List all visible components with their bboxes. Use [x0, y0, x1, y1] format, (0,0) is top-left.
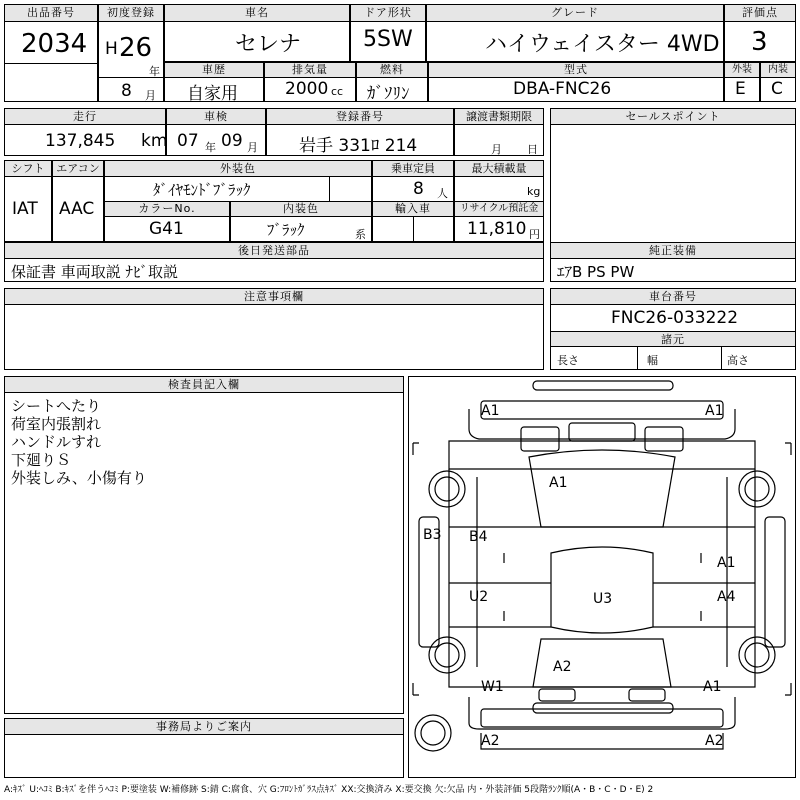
damage-mark: U2: [469, 589, 489, 605]
int-label: 内装: [761, 63, 795, 78]
inspect-year-unit: 年: [205, 141, 216, 154]
ac: AAC: [59, 199, 95, 219]
shift-cell: [4, 160, 52, 242]
import-cell: [372, 201, 454, 242]
fuel: ｶﾞｿﾘﾝ: [367, 84, 410, 104]
plate-cell: [266, 108, 454, 156]
intcolor-unit: 系: [355, 228, 366, 241]
colorno: G41: [149, 219, 184, 239]
era: H: [105, 39, 118, 59]
color: ﾀﾞｲﾔﾓﾝﾄﾞﾌﾞﾗｯｸ: [153, 181, 251, 199]
inspector-line: 荷室内張割れ: [11, 415, 102, 433]
history: 自家用: [187, 84, 238, 104]
disp-cell: [264, 62, 356, 102]
inspection-cell: [166, 108, 266, 156]
name-label: 車名: [165, 5, 349, 22]
recycle-cell: [454, 201, 544, 242]
car-name: セレナ: [235, 32, 302, 57]
transfer-cell: [454, 108, 544, 156]
door-label: ドア形状: [351, 5, 425, 22]
damage-mark: W1: [481, 679, 504, 695]
equipment-label: 純正装備: [551, 243, 795, 259]
plate-label: 登録番号: [267, 109, 453, 125]
door-type: 5SW: [363, 27, 413, 52]
model-label: 型式: [429, 63, 723, 78]
color-label: 外装色: [105, 161, 371, 177]
notes-cell: [4, 288, 544, 370]
ac-label: エアコン: [53, 161, 103, 177]
inspector-line: シートへたり: [11, 397, 102, 415]
int-cell: [760, 62, 796, 102]
sales-point-label: セールスポイント: [551, 109, 795, 125]
length-label: 長さ: [557, 354, 579, 367]
int-grade: C: [771, 79, 783, 99]
damage-mark: A4: [717, 589, 736, 605]
inspector-cell: [4, 376, 404, 714]
colorno-label: カラーNo.: [105, 202, 229, 217]
damage-diagram: [408, 376, 796, 778]
transfer-month: 月: [491, 143, 502, 156]
recycle: 11,810: [467, 219, 527, 239]
reg-year: 26: [119, 33, 153, 63]
intcolor-label: 内装色: [231, 202, 371, 217]
notes-label: 注意事項欄: [5, 289, 543, 305]
shift: IAT: [12, 199, 38, 219]
recycle-label: リサイクル預託金: [455, 202, 543, 217]
dims-label: 諸元: [551, 331, 795, 347]
mileage-unit: km: [141, 131, 168, 151]
damage-mark: A1: [717, 555, 736, 571]
damage-mark: A2: [481, 733, 500, 749]
reg-month-unit: 月: [145, 89, 156, 102]
load-unit: kg: [527, 185, 541, 198]
intcolor-cell: [230, 201, 372, 242]
load-cell: [454, 160, 544, 202]
ext-grade: E: [735, 79, 746, 99]
lot-label: 出品番号: [5, 5, 97, 22]
chassis-number: FNC26-033222: [611, 308, 739, 328]
inspection-label: 車検: [167, 109, 265, 125]
inspect-month: 09: [221, 131, 243, 151]
later-parts-cell: [4, 242, 544, 282]
height-label: 高さ: [727, 354, 749, 367]
damage-mark: A1: [549, 475, 568, 491]
colorno-cell: [104, 201, 230, 242]
history-cell: [164, 62, 264, 102]
grade-label: グレード: [427, 5, 723, 22]
equipment: ｴｱB PS PW: [557, 263, 635, 281]
grade: ハイウェイスター 4WD: [485, 32, 720, 57]
chassis-label: 車台番号: [551, 289, 795, 305]
intcolor: ﾌﾞﾗｯｸ: [267, 221, 305, 239]
office-cell: [4, 718, 404, 778]
first-reg-cell: [98, 4, 164, 102]
inspector-label: 検査員記入欄: [5, 377, 403, 393]
shift-label: シフト: [5, 161, 51, 177]
reg-month: 8: [121, 81, 132, 101]
car-outline: [409, 377, 795, 777]
transfer-label: 譲渡書類期限: [455, 109, 543, 125]
grade-cell: [426, 4, 724, 62]
recycle-unit: 円: [529, 228, 540, 241]
transfer-day: 日: [527, 143, 538, 156]
name-cell: [164, 4, 350, 62]
capacity-unit: 人: [437, 187, 448, 200]
score: 3: [751, 27, 768, 57]
capacity: 8: [413, 179, 424, 199]
inspector-line: 下廻りＳ: [11, 451, 72, 469]
later-parts: 保証書 車両取説 ﾅﾋﾞ取説: [11, 263, 179, 281]
displacement: 2000: [285, 79, 329, 99]
ext-label: 外装: [725, 63, 759, 78]
fuel-cell: [356, 62, 428, 102]
mileage-label: 走行: [5, 109, 165, 125]
import-label: 輸入車: [373, 202, 453, 217]
capacity-label: 乗車定員: [373, 161, 453, 177]
lot-cell: [4, 4, 98, 102]
width-label: 幅: [647, 354, 658, 367]
mileage-cell: [4, 108, 166, 156]
later-parts-label: 後日発送部品: [5, 243, 543, 259]
damage-mark: A1: [705, 403, 724, 419]
ext-cell: [724, 62, 760, 102]
model-cell: [428, 62, 724, 102]
ac-cell: [52, 160, 104, 242]
disp-unit: cc: [331, 85, 344, 98]
score-cell: [724, 4, 796, 62]
damage-mark: A2: [553, 659, 572, 675]
damage-mark: A1: [703, 679, 722, 695]
model: DBA-FNC26: [513, 79, 612, 99]
damage-mark: U3: [593, 591, 613, 607]
office-label: 事務局よりご案内: [5, 719, 403, 735]
inspect-month-unit: 月: [247, 141, 258, 154]
damage-mark: B4: [469, 529, 488, 545]
mileage: 137,845: [45, 131, 116, 151]
score-label: 評価点: [725, 5, 795, 22]
equipment-cell: [550, 242, 796, 282]
fuel-label: 燃料: [357, 63, 427, 78]
disp-label: 排気量: [265, 63, 355, 78]
plate: 岩手 331ﾛ 214: [299, 136, 418, 156]
reg-year-unit: 年: [149, 65, 160, 78]
lot-number: 2034: [21, 29, 88, 59]
inspect-year: 07: [177, 131, 199, 151]
first-reg-label: 初度登録: [99, 5, 163, 22]
capacity-cell: [372, 160, 454, 202]
chassis-cell: [550, 288, 796, 370]
inspector-line: ハンドルすれ: [11, 433, 102, 451]
inspector-line: 外装しみ、小傷有り: [11, 469, 147, 487]
damage-mark: A1: [481, 403, 500, 419]
load-label: 最大積載量: [455, 161, 543, 177]
history-label: 車歴: [165, 63, 263, 78]
color-cell: [104, 160, 372, 202]
door-cell: [350, 4, 426, 62]
damage-mark: B3: [423, 527, 442, 543]
legend: A:ｷｽﾞ U:ﾍｺﾐ B:ｷｽﾞを伴うﾍｺﾐ P:要塗装 W:補修跡 S:錆 C:腐食、穴 G:ﾌﾛﾝﾄｶﾞﾗｽ点ｷｽﾞ XX:交換済み X:要交換 欠:欠品 内・外装評価 5段階ﾗﾝｸ順(A・B・C・D・E) 2: [4, 785, 654, 795]
damage-mark: A2: [705, 733, 724, 749]
